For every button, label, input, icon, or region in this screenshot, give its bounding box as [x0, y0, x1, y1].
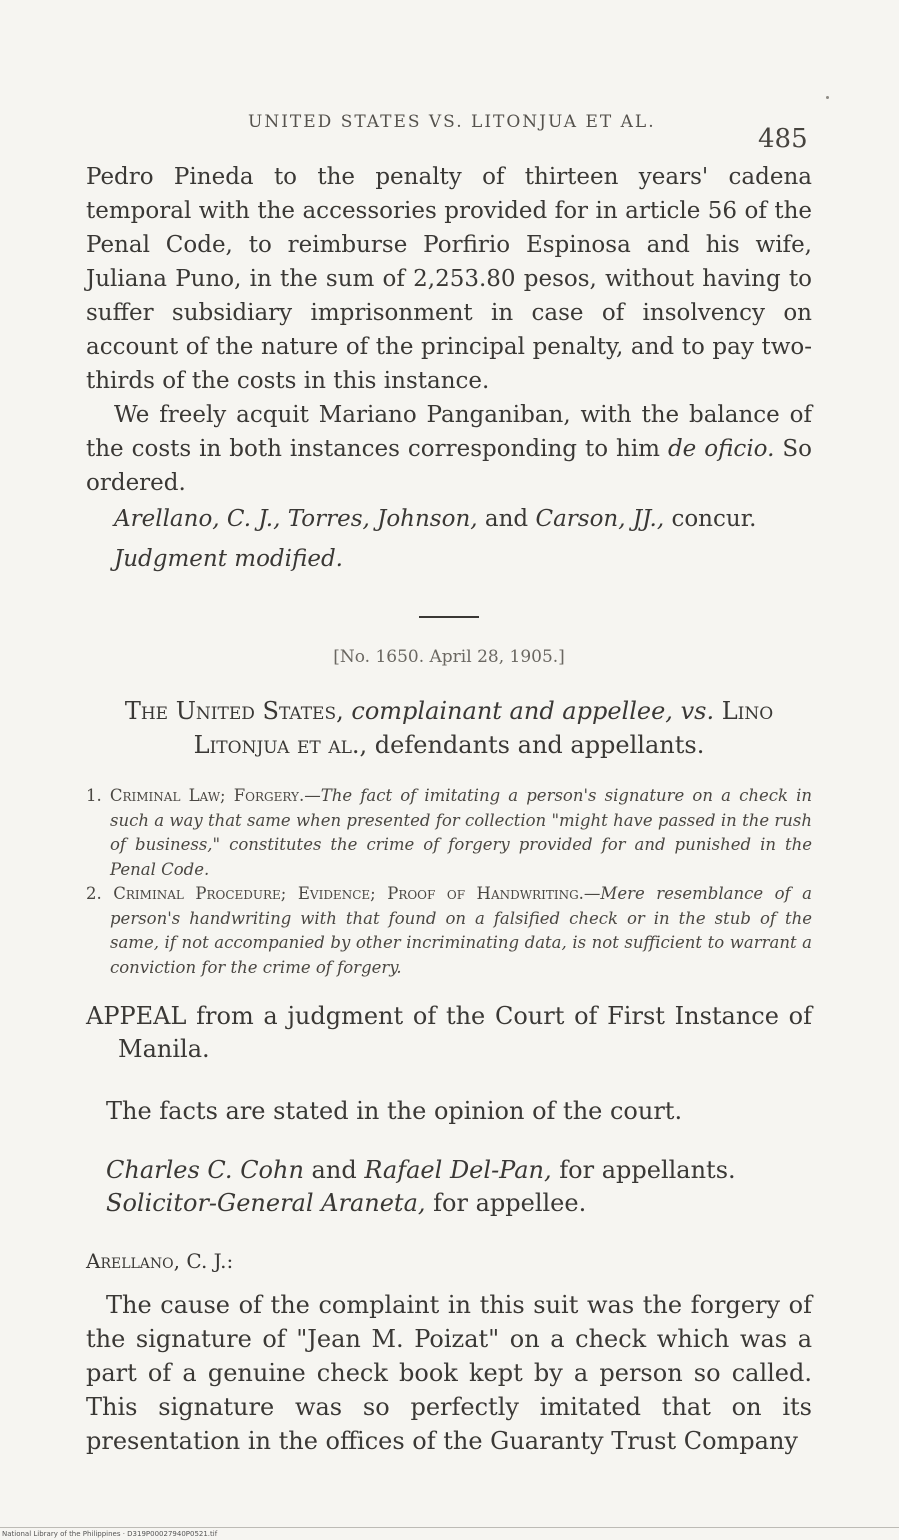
footer-divider: [0, 1527, 899, 1528]
appeal-line: APPEAL from a judgment of the Court of First Instance of Manila.: [86, 1002, 812, 1063]
opinion-author: Arellano, C. J.:: [86, 1249, 234, 1273]
page-body: [86, 160, 812, 1458]
continuation-paragraph: Pedro Pineda to the penalty of thirteen years' cadena temporal with the accessories provided for in article 56 of the Penal Code, to reimburse Porfirio Espinosa and his wife, Juliana Puno, in the sum of 2,253.80 pesos, without having to suffer subsidiary imprisonment in case of insolvency on account of the nature of the principal penalty, and to pay two-thirds of the costs in this instance.: [86, 164, 812, 394]
opinion-paragraph: The cause of the complaint in this suit was the forgery of the signature of "Jean M. Poizat" on a check which was a part of a genuine check book kept by a person so called. This signature was so perfectly imitated that on its presentation in the offices of the Guaranty Trust Company: [86, 1291, 812, 1455]
running-head: UNITED STATES VS. LITONJUA ET AL.: [248, 112, 656, 132]
facts-line: The facts are stated in the opinion of the court.: [106, 1097, 683, 1125]
page-number: 485: [758, 124, 808, 154]
counsel-appellants: Charles C. Cohn and Rafael Del-Pan, for appellants.: [106, 1156, 736, 1184]
footer-text: National Library of the Philippines · D319P00027940P0521.tif: [2, 1530, 218, 1538]
syllabus: [86, 784, 812, 980]
counsel-block: [86, 1154, 812, 1220]
docket-line: [No. 1650. April 28, 1905.]: [333, 647, 565, 667]
syllabus-item: 2. Criminal Procedure; Evidence; Proof of Handwriting.—Mere resemblance of a person's handwriting with that found on a falsified check or in the stub of the same, if not accompanied by other incriminating data, is not sufficient to warrant a conviction for the crime of forgery.: [86, 884, 813, 977]
judgment-line: Judgment modified.: [114, 546, 343, 572]
syllabus-item: 1. Criminal Law; Forgery.—The fact of imitating a person's signature on a check in such a way that same when presented for collection "might have passed in the rush of business," constitutes the crime of forgery provided for and punished in the Penal Code.: [86, 786, 812, 879]
case-caption: The United States, complainant and appellee, vs. Lino Litonjua et al., defendants and appellants.: [124, 697, 774, 759]
section-divider: [419, 616, 479, 618]
scan-footer: [0, 1530, 899, 1538]
concurrence-line: Arellano, C. J., Torres, Johnson, and Carson, JJ., concur.: [114, 506, 757, 532]
scan-speck: [826, 96, 829, 99]
acquittal-paragraph: We freely acquit Mariano Panganiban, with the balance of the costs in both instances corresponding to him de oficio. So ordered.: [86, 402, 813, 496]
counsel-appellee: Solicitor-General Araneta, for appellee.: [106, 1189, 587, 1217]
